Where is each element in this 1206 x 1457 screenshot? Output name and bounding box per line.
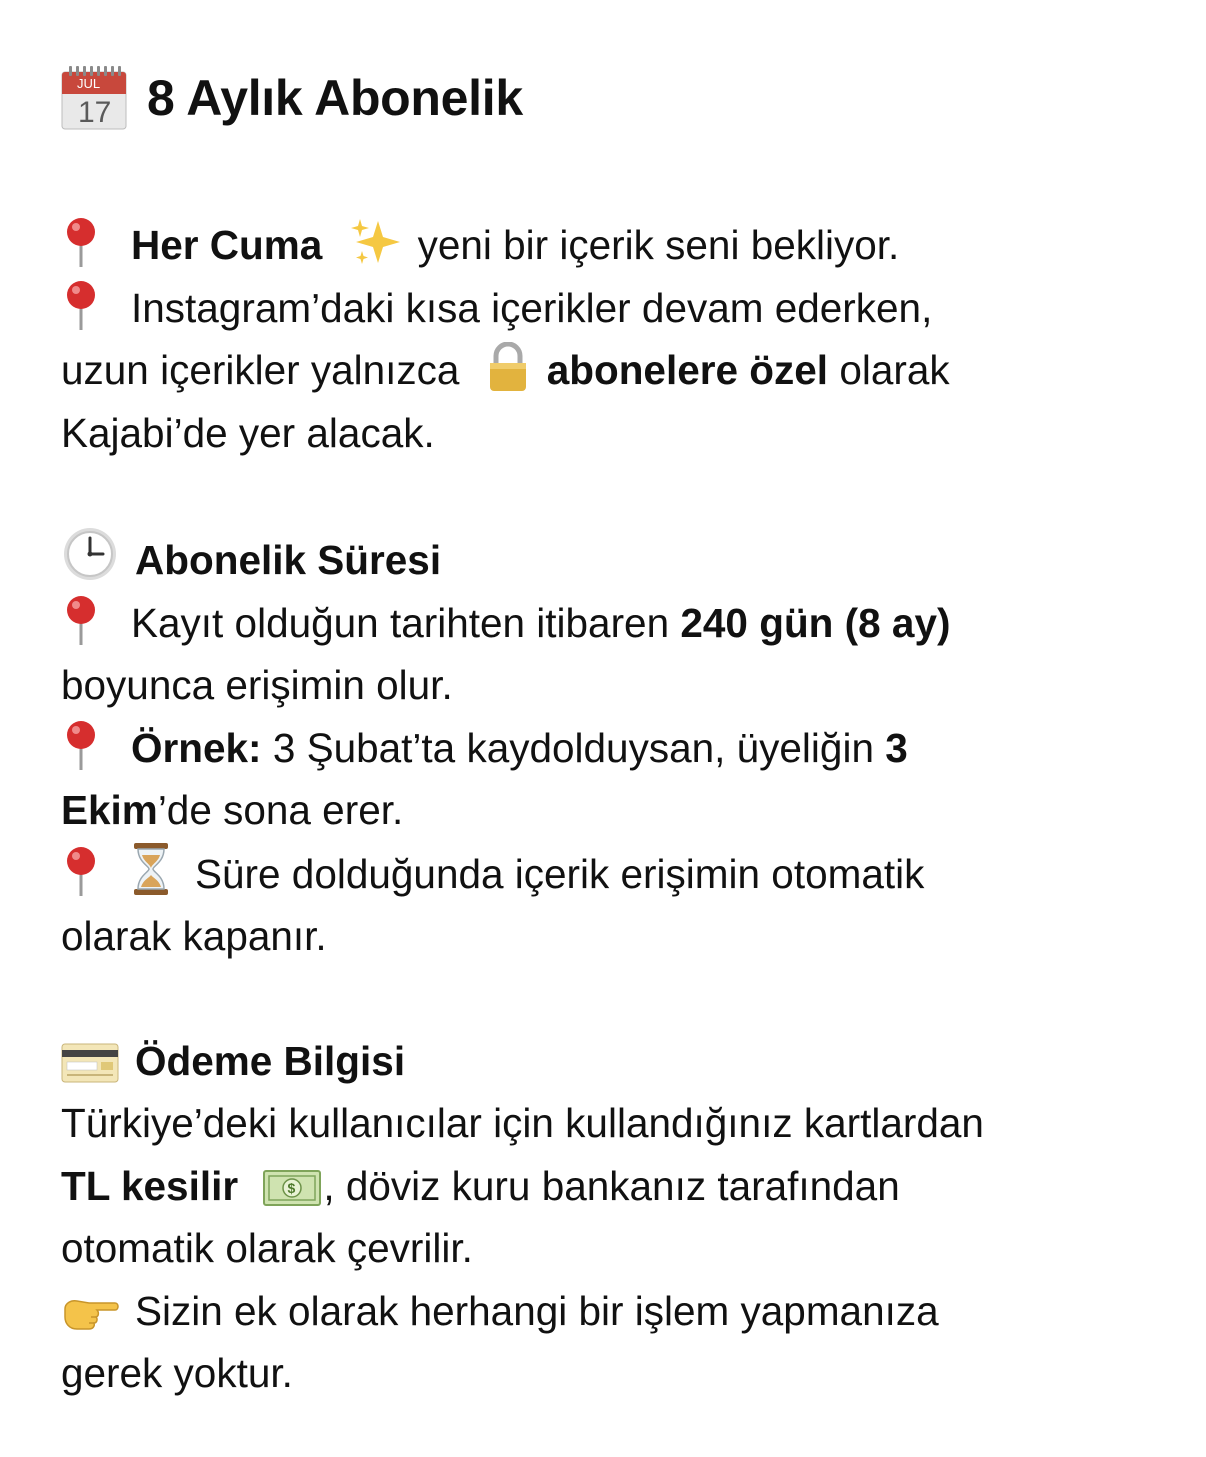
payment-line-2-text-b: gerek yoktur.: [61, 1350, 293, 1396]
payment-line-2: [61, 1280, 1146, 1405]
end-month-bold: Ekim: [61, 787, 158, 833]
clock-icon: [61, 526, 119, 582]
lock-icon: [485, 342, 531, 392]
round-pushpin-icon: [61, 217, 101, 267]
payment-heading-row: [61, 1030, 1146, 1093]
duration-line-2-text-b: ’de sona erer.: [157, 787, 404, 833]
intro-line-2-text-c: olarak: [839, 347, 950, 393]
round-pushpin-icon: [61, 720, 101, 770]
intro-line-2-text-a: Instagram’daki kısa içerikler devam ederken,: [131, 284, 933, 331]
duration-line-1-text-a: Kayıt olduğun tarihten itibaren: [131, 599, 670, 646]
her-cuma-bold: Her Cuma: [131, 222, 323, 268]
duration-line-1-text-b: boyunca erişimin olur.: [61, 662, 453, 708]
abonelere-ozel-bold: abonelere özel: [546, 347, 829, 393]
round-pushpin-icon: [61, 595, 101, 645]
payment-line-1-text-c: otomatik olarak çevrilir.: [61, 1225, 473, 1271]
title-row: [61, 62, 1146, 134]
intro-line-2: [61, 277, 1146, 465]
calendar-month: JUL: [77, 76, 101, 91]
duration-heading: Abonelik Süresi: [135, 537, 442, 583]
spacer: [61, 968, 1146, 1030]
duration-line-3: [61, 842, 1146, 968]
payment-heading: Ödeme Bilgisi: [135, 1037, 406, 1084]
pointing-right-icon: [61, 1293, 119, 1333]
end-day-bold: 3: [885, 724, 908, 771]
calendar-icon: [61, 66, 127, 130]
duration-line-1: [61, 592, 1146, 717]
svg-text:$: $: [287, 1179, 296, 1196]
intro-line-1: [61, 214, 1146, 277]
intro-line-2-text-d: Kajabi’de yer alacak.: [61, 409, 435, 456]
spacer: [61, 464, 1146, 526]
payment-line-2-text-a: Sizin ek olarak herhangi bir işlem yapmanıza: [135, 1287, 939, 1334]
duration-line-2-text-a: 3 Şubat’ta kaydolduysan, üyeliğin: [272, 724, 874, 771]
page-title: 8 Aylık Abonelik: [147, 70, 523, 126]
duration-line-3-text-a: Süre dolduğunda içerik erişimin otomatik: [195, 850, 925, 897]
duration-days-bold: 240 gün (8 ay): [680, 599, 951, 646]
payment-line-1: [61, 1092, 1146, 1280]
hourglass-icon: [131, 842, 171, 896]
intro-line-1-text: yeni bir içerik seni bekliyor.: [417, 222, 900, 268]
intro-line-2-text-b: uzun içerikler yalnızca: [61, 347, 460, 393]
dollar-banknote-icon: [263, 1168, 321, 1208]
duration-line-2: [61, 717, 1146, 842]
credit-card-icon: [61, 1043, 119, 1083]
round-pushpin-icon: [61, 846, 101, 896]
round-pushpin-icon: [61, 280, 101, 330]
sparkles-icon: [348, 217, 404, 267]
calendar-day: 17: [78, 96, 112, 129]
duration-line-3-text-b: olarak kapanır.: [61, 913, 327, 959]
tl-kesilir-bold: TL kesilir: [61, 1162, 239, 1209]
payment-line-1-text-a: Türkiye’deki kullanıcılar için kullandığınız kartlardan: [61, 1100, 984, 1146]
ornek-bold: Örnek:: [131, 724, 262, 771]
duration-heading-row: [61, 526, 1146, 592]
payment-line-1-text-b: , döviz kuru bankanız tarafından: [323, 1162, 900, 1209]
